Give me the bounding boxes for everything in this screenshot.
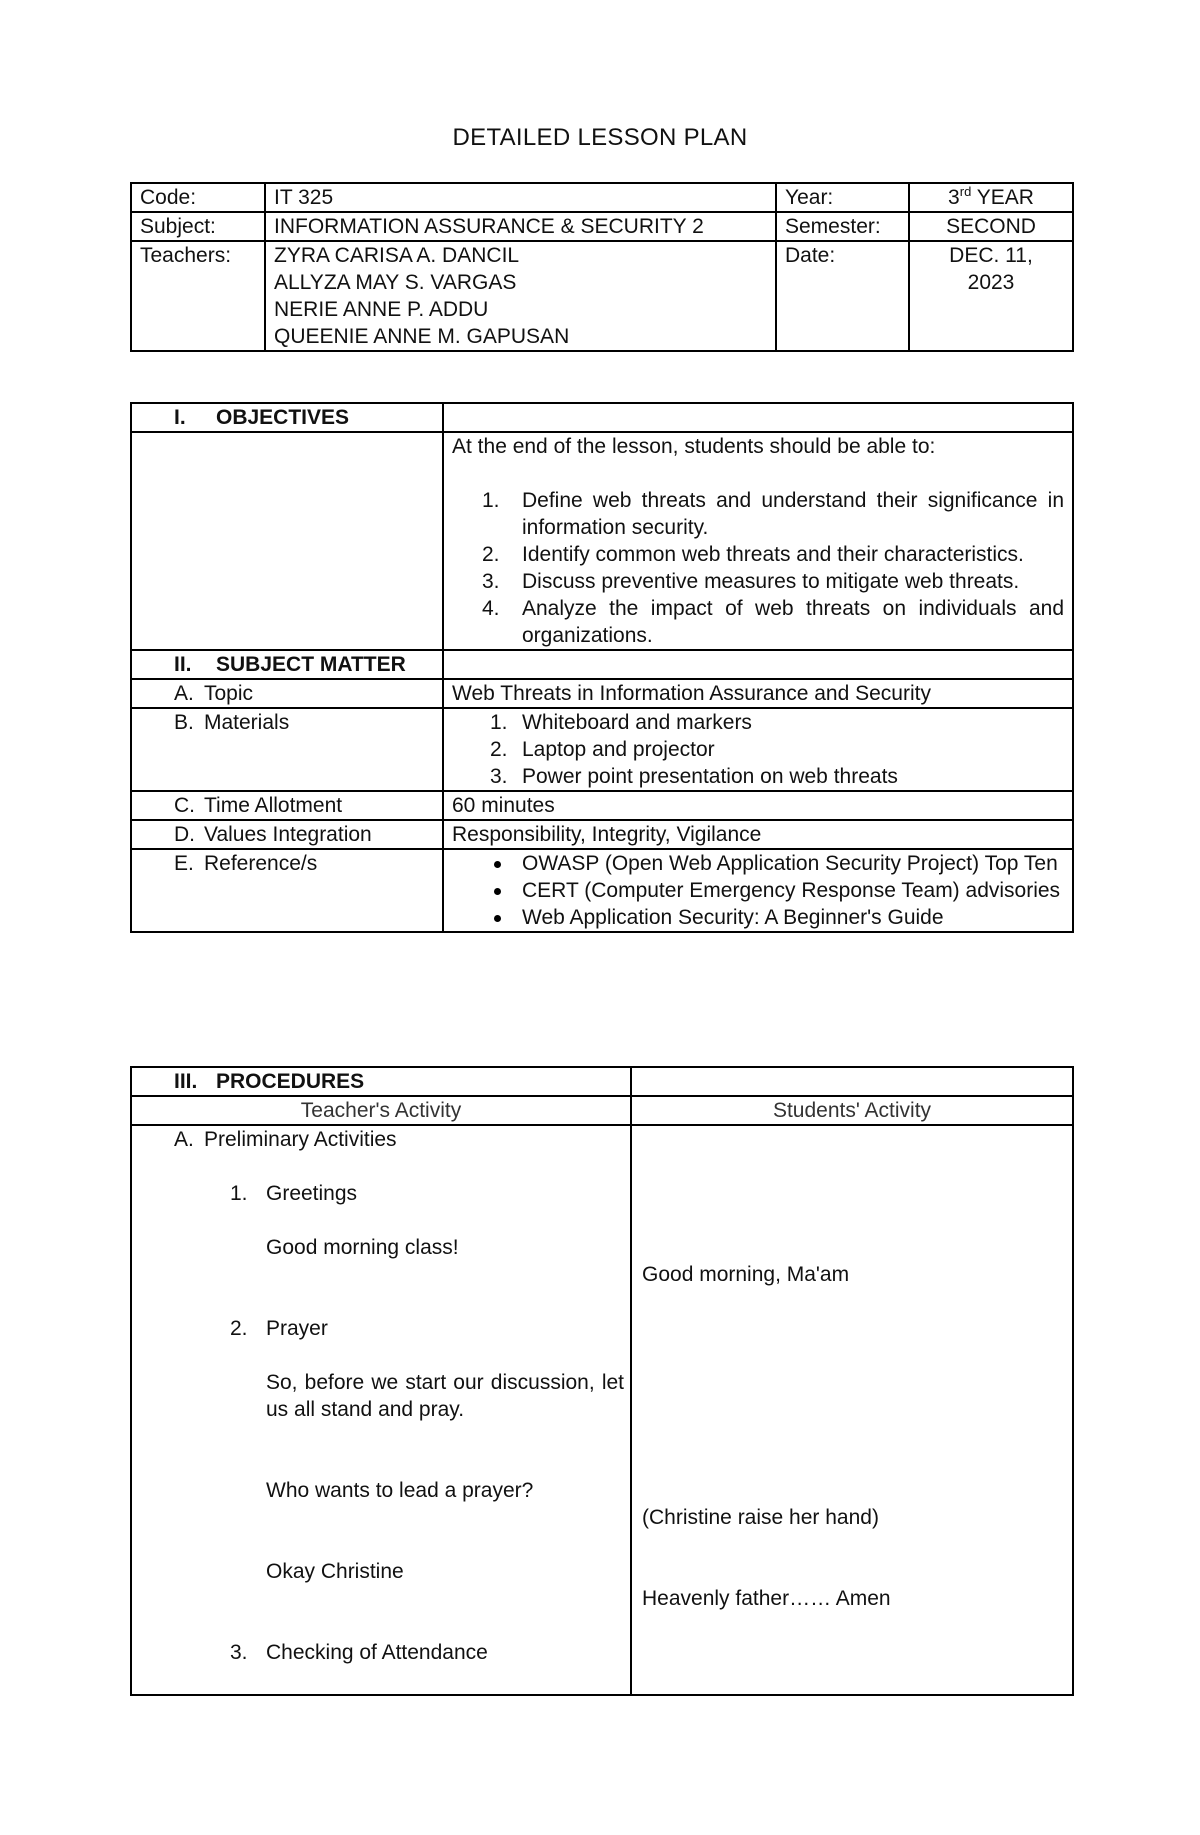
attendance-step: 3. Checking of Attendance — [230, 1641, 488, 1664]
prayer-teacher-line: So, before we start our discussion, let us all stand and pray. — [266, 1371, 624, 1421]
document-title: DETAILED LESSON PLAN — [452, 124, 748, 151]
objectives-intro: At the end of the lesson, students should be able to: — [452, 435, 936, 458]
prayer-student-line: (Christine raise her hand) — [642, 1506, 879, 1529]
list-item: OWASP (Open Web Application Security Project) Top Ten — [452, 850, 1064, 877]
time-row — [131, 791, 1073, 820]
subject-matter-heading-row — [131, 650, 1073, 679]
code-value: IT 325 — [265, 183, 776, 212]
preliminary-activities: A. Preliminary Activities — [174, 1128, 397, 1151]
bullet-icon — [494, 861, 501, 868]
time-value: 60 minutes — [443, 791, 1073, 820]
code-label: Code: — [131, 183, 265, 212]
references-list — [452, 850, 1064, 931]
info-row-code — [131, 183, 1073, 212]
teacher-name: ZYRA CARISA A. DANCIL — [274, 244, 520, 267]
procedures-body-row — [131, 1125, 1073, 1695]
list-item: 2. Identify common web threats and their characteristics. — [482, 543, 1024, 566]
prayer-student-response: Heavenly father…… Amen — [642, 1587, 891, 1610]
subject-label: Subject: — [131, 212, 265, 241]
teachers-label: Teachers: — [131, 241, 265, 351]
date-label: Date: — [776, 241, 909, 351]
materials-row — [131, 708, 1073, 791]
objectives-list — [452, 487, 1064, 649]
teacher-activity-header: Teacher's Activity — [131, 1096, 631, 1125]
values-label: D. Values Integration — [131, 820, 443, 849]
bullet-icon — [494, 915, 501, 922]
lesson-info-table — [130, 182, 1074, 352]
semester-value: SECOND — [909, 212, 1073, 241]
teacher-name: NERIE ANNE P. ADDU — [274, 298, 489, 321]
materials-content — [443, 708, 1073, 791]
list-item: 2. Laptop and projector — [490, 738, 715, 761]
greetings-teacher-line: Good morning class! — [266, 1236, 459, 1259]
subject-matter-heading: II. SUBJECT MATTER — [131, 650, 443, 679]
objectives-heading-row — [131, 403, 1073, 432]
prayer-teacher-response: Okay Christine — [266, 1560, 404, 1583]
info-row-teachers — [131, 241, 1073, 351]
list-item: 3. Power point presentation on web threats — [490, 765, 898, 788]
student-activity-header: Students' Activity — [631, 1096, 1073, 1125]
list-item: 1. Whiteboard and markers — [490, 711, 752, 734]
list-item: 1. Define web threats and understand their significance in information security. — [482, 489, 1064, 539]
values-value: Responsibility, Integrity, Vigilance — [443, 820, 1073, 849]
prayer-step: 2. Prayer — [230, 1317, 328, 1340]
bullet-icon — [494, 888, 501, 895]
year-label: Year: — [776, 183, 909, 212]
topic-row — [131, 679, 1073, 708]
topic-value: Web Threats in Information Assurance and Security — [443, 679, 1073, 708]
semester-label: Semester: — [776, 212, 909, 241]
list-item: 3. Discuss preventive measures to mitigate web threats. — [482, 570, 1020, 593]
teacher-name: QUEENIE ANNE M. GAPUSAN — [274, 325, 570, 348]
procedures-heading: III. PROCEDURES — [131, 1067, 631, 1096]
references-content — [443, 849, 1073, 932]
procedures-heading-row — [131, 1067, 1073, 1096]
procedures-table — [130, 1066, 1074, 1696]
teachers-list — [265, 241, 776, 351]
objectives-row — [131, 432, 1073, 650]
prayer-teacher-question: Who wants to lead a prayer? — [266, 1479, 534, 1502]
year-value: 3rd YEAR — [909, 183, 1073, 212]
teacher-activity-cell — [131, 1125, 631, 1695]
list-item: 4. Analyze the impact of web threats on individuals and organizations. — [482, 597, 1064, 647]
materials-label: B. Materials — [131, 708, 443, 791]
objectives-heading: I. OBJECTIVES — [131, 403, 443, 432]
list-item: CERT (Computer Emergency Response Team) advisories — [452, 877, 1064, 904]
objectives-content — [443, 432, 1073, 650]
greetings-step: 1. Greetings — [230, 1182, 358, 1205]
time-label: C. Time Allotment — [131, 791, 443, 820]
procedures-column-headers — [131, 1096, 1073, 1125]
subject-value: INFORMATION ASSURANCE & SECURITY 2 — [265, 212, 776, 241]
references-label: E. Reference/s — [131, 849, 443, 932]
materials-list — [452, 709, 1064, 790]
values-row — [131, 820, 1073, 849]
list-item: Web Application Security: A Beginner's Guide — [452, 904, 1064, 931]
date-value: DEC. 11, 2023 — [909, 241, 1073, 351]
greetings-student-line: Good morning, Ma'am — [642, 1263, 850, 1286]
teacher-name: ALLYZA MAY S. VARGAS — [274, 271, 517, 294]
student-activity-cell — [631, 1125, 1073, 1695]
references-row — [131, 849, 1073, 932]
topic-label: A. Topic — [131, 679, 443, 708]
info-row-subject — [131, 212, 1073, 241]
objectives-table — [130, 402, 1074, 933]
